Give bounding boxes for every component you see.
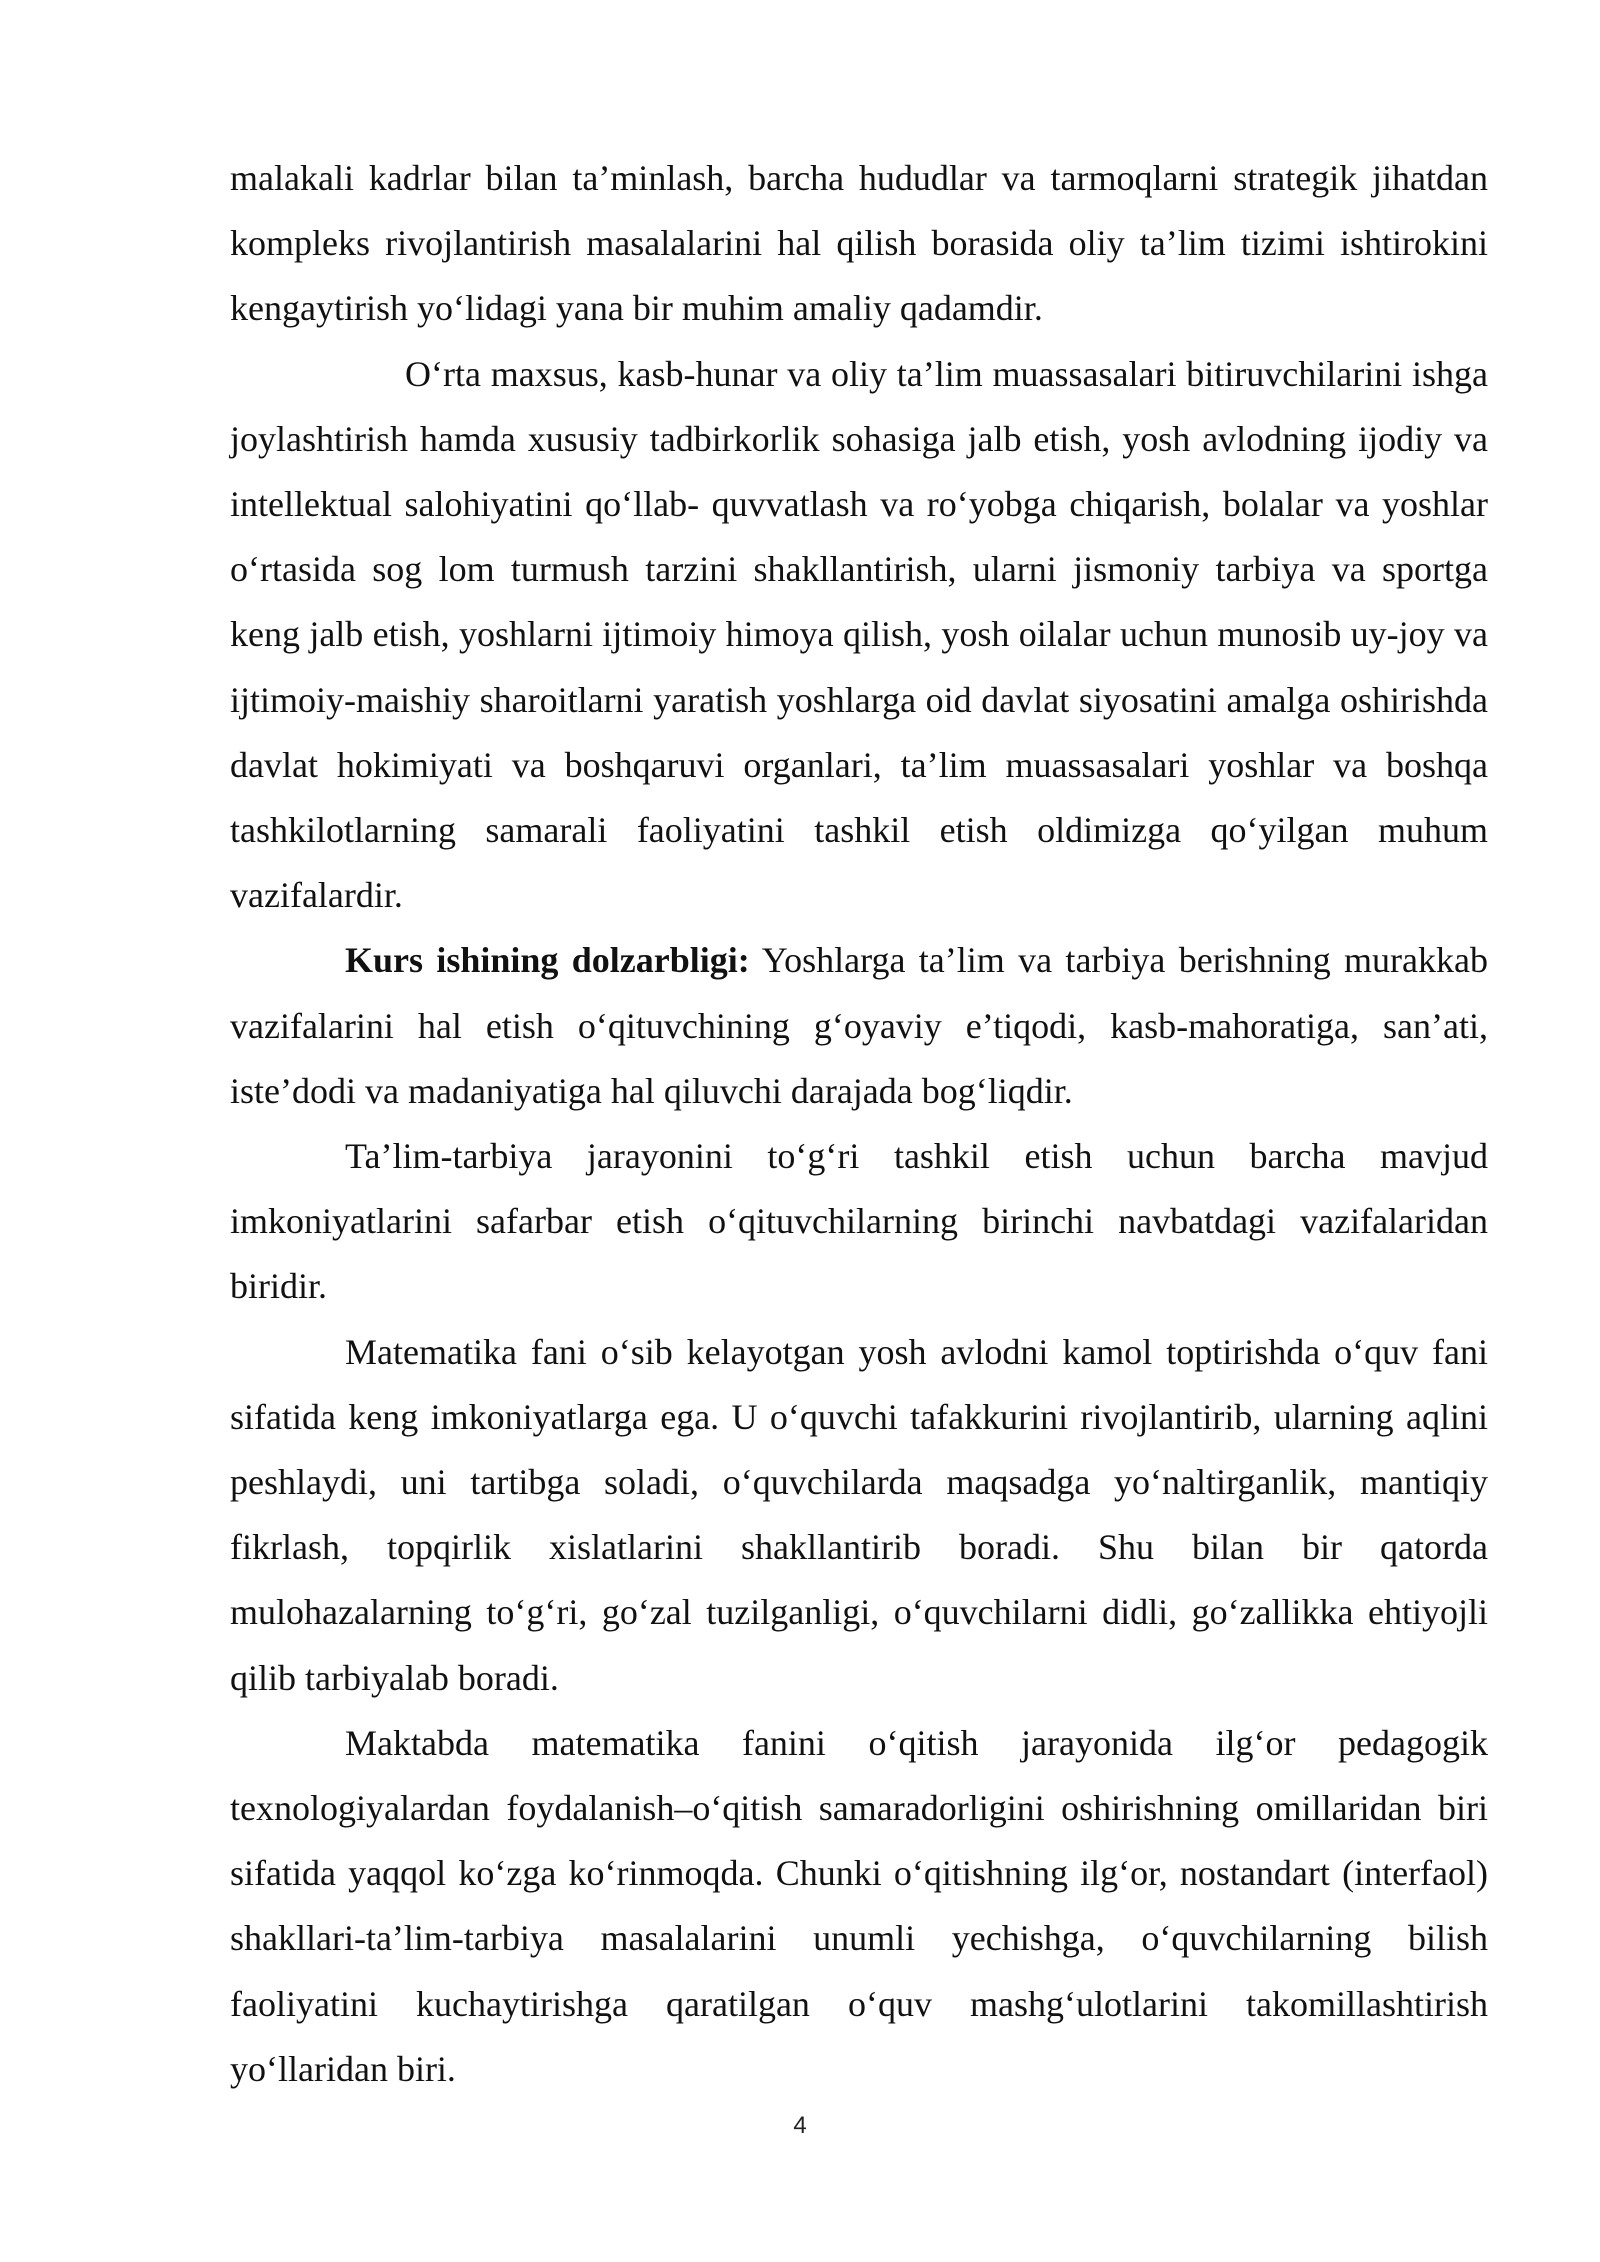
paragraph-relevance xyxy=(230,928,1488,1124)
paragraph-continuation xyxy=(230,146,1488,342)
body-text xyxy=(230,146,1488,2102)
paragraph-text: Maktabda matematika fanini o‘qitish jarayonida ilg‘or pedagogik texnologiyalardan foydalanish–o‘qitish samaradorligini oshirishning omillaridan biri sifatida yaqqol ko‘zga ko‘rinmoqda. Chunki o‘qitishning ilg‘or, nostandart (interfaol) shakllari-ta’lim-tarbiya masalalarini unumli yechishga, o‘quvchilarning bilish faoliyatini kuchaytirishga qaratilgan o‘quv mashg‘ulotlarini takomillashtirish yo‘llaridan biri. xyxy=(230,1722,1488,2089)
paragraph-text: Yoshlarga ta’lim va tarbiya berishning murakkab vazifalarini hal etish o‘qituvchining g‘oyaviy e’tiqodi, kasb-mahoratiga, san’ati, iste’dodi va madaniyatiga hal qiluvchi darajada bog‘liqdir. xyxy=(230,940,1488,1111)
paragraph-text: Matematika fani o‘sib kelayotgan yosh avlodni kamol toptirishda o‘quv fani sifatida keng imkoniyatlarga ega. U o‘quvchi tafakkurini rivojlantirib, ularning aqlini peshlaydi, uni tartibga soladi, o‘quvchilarda maqsadga yo‘naltirganlik, mantiqiy fikrlash, topqirlik xislatlarini shakllantirib boradi. Shu bilan bir qatorda mulohazalarning to‘g‘ri, go‘zal tuzilganligi, o‘quvchilarni didli, go‘zallikka ehtiyojli qilib tarbiyalab boradi. xyxy=(230,1331,1488,1698)
paragraph-mathematics xyxy=(230,1320,1488,1711)
paragraph-text: O‘rta maxsus, kasb-hunar va oliy ta’lim muassasalari bitiruvchilarini ishga joylashtirish hamda xususiy tadbirkorlik sohasiga jalb etish, yosh avlodning ijodiy va intellektual salohiyatini qo‘llab- quvvatlash va ro‘yobga chiqarish, bolalar va yoshlar o‘rtasida sog lom turmush tarzini shakllantirish, ularni jismoniy tarbiya va sportga keng jalb etish, yoshlarni ijtimoiy himoya qilish, yosh oilalar uchun munosib uy-joy va ijtimoiy-maishiy sharoitlarni yaratish yoshlarga oid davlat siyosatini amalga oshirishda davlat hokimiyati va boshqaruvi organlari, ta’lim muassasalari yoshlar va boshqa tashkilotlarning samarali faoliyatini tashkil etish oldimizga qo‘yilgan muhum vazifalardir. xyxy=(230,353,1488,916)
paragraph-graduates xyxy=(230,342,1488,929)
page-number: 4 xyxy=(793,2112,807,2139)
paragraph-school-teaching xyxy=(230,1711,1488,2102)
paragraph-text: Ta’lim-tarbiya jarayonini to‘g‘ri tashkil etish uchun barcha mavjud imkoniyatlarini safarbar etish o‘qituvchilarning birinchi navbatdagi vazifalaridan biridir. xyxy=(230,1136,1488,1307)
paragraph-text: malakali kadrlar bilan ta’minlash, barcha hududlar va tarmoqlarni strategik jihatdan kompleks rivojlantirish masalalarini hal qilish borasida oliy ta’lim tizimi ishtirokini kengaytirish yo‘lidagi yana bir muhim amaliy qadamdir. xyxy=(230,158,1488,329)
relevance-heading: Kurs ishining dolzarbligi: xyxy=(345,940,750,981)
paragraph-education-process xyxy=(230,1124,1488,1320)
